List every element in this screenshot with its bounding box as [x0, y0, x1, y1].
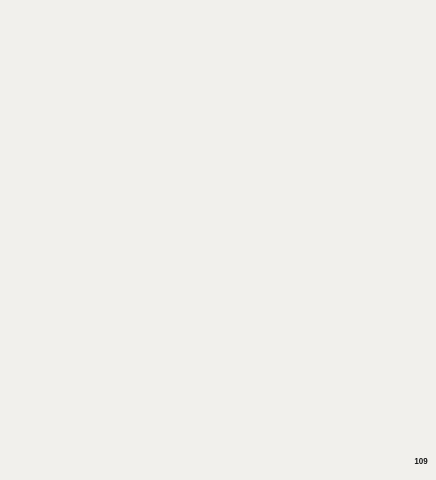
page-number: 109	[414, 457, 428, 466]
text-column-right	[222, 4, 404, 460]
text-column-left	[34, 4, 214, 460]
